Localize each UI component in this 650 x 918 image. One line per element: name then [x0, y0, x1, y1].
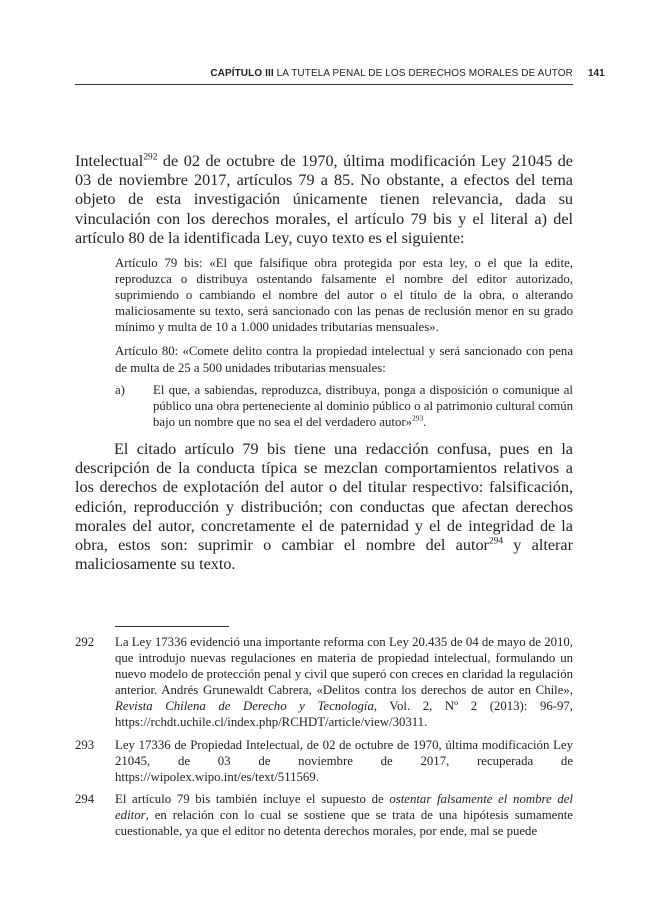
footnote-italic-phrase: ostentar falsamente el nombre del editor — [115, 791, 573, 822]
footnote-ref-294[interactable]: 294 — [488, 536, 503, 547]
footnote-294 — [75, 791, 573, 839]
paragraph-2 — [75, 440, 573, 574]
footnote-separator — [115, 626, 229, 627]
list-item-text — [153, 382, 573, 430]
list-item — [115, 382, 573, 430]
list-item-body: El que, a sabiendas, reproduzca, distribuya, ponga a disposición o comunique al público una obra perteneciente al dominio público o al patrimonio cultural común bajo un nombre que no sea el del verdadero autor» — [153, 382, 573, 429]
list-marker: a) — [115, 382, 125, 397]
chapter-title: LA TUTELA PENAL DE LOS DERECHOS MORALES DE AUTOR — [276, 68, 573, 79]
paragraph-1-text-a: Intelectual — [75, 152, 144, 170]
footnote-text-a: La Ley 17336 evidenció una importante reforma con Ley 20.435 de 04 de mayo de 2010, que introdujo nuevas regulaciones en materia de propiedad intelectual, formulando un nuevo modelo de protección penal y civil que superó con creces en claridad la regulación anterior. Andrés Grunewaldt Cabrera, «Delitos contra los derechos de autor en Chile», — [115, 635, 573, 698]
running-header — [75, 68, 573, 85]
footnote-ref-293[interactable]: 293 — [412, 413, 424, 423]
paragraph-2-text-b: y alterar maliciosamente su texto. — [75, 535, 573, 574]
page-number: 141 — [588, 68, 605, 79]
footnote-text — [115, 791, 573, 839]
footnote-text-a: El artículo 79 bis también incluye el supuesto de — [115, 791, 390, 806]
footnote-293 — [75, 737, 573, 785]
paragraph-2-text-a: El citado artículo 79 bis tiene una redacción confusa, pues en la descripción de la conducta típica se mezclan comportamientos relativos a los derechos de explotación del autor o del titular respectivo: falsificación, edición, reproducción y distribución; con conductas que afectan derechos morales del autor, concretamente el de paternidad y el de integridad de la obra, estos son: suprimir o cambiar el nombre del autor — [75, 439, 573, 554]
footnote-292 — [75, 634, 573, 731]
footnote-number: 292 — [75, 635, 95, 649]
chapter-label: CAPÍTULO III — [210, 68, 274, 79]
paragraph-1 — [75, 152, 573, 248]
footnote-number: 293 — [75, 737, 95, 752]
paragraph-1-text-b: de 02 de octubre de 1970, última modificación Ley 21045 de 03 de noviembre 2017, artículos 79 a 85. No obstante, a efectos del tema objeto de esta investigación únicamente tienen relevancia, dada su vinculación con los derechos morales, el artículo 79 bis y el literal a) del artículo 80 de la identificada Ley, cuyo texto es el siguiente: — [75, 152, 573, 247]
footnote-text-b: , Vol. 2, Nº 2 (2013): 96-97, https://rchdt.uchile.cl/index.php/RCHDT/article/view/30311. — [115, 699, 574, 730]
footnote-text — [115, 634, 573, 731]
block-quote-article-79-bis: Artículo 79 bis: «El que falsifique obra protegida por esta ley, o el que la edite, reproduzca o distribuya ostentando falsamente el nombre del editor autorizado, suprimiendo o cambiando el nombre del autor o el título de la obra, o alterando maliciosamente su texto, será sancionado con las penas de reclusión menor en su grado mínimo y multa de 10 a 1.000 unidades tributarias mensuales». — [115, 256, 573, 335]
footnote-text-b: , en relación con lo cual se sostiene que se trata de una hipótesis sumamente cuestionable, ya que el editor no detenta derechos morales, por ende, mal se puede — [115, 807, 573, 839]
footnotes — [75, 634, 573, 839]
block-quote-article-80: Artículo 80: «Comete delito contra la propiedad intelectual y será sancionado con pena de multa de 25 a 500 unidades tributarias mensuales: — [115, 344, 573, 375]
main-text — [75, 152, 573, 574]
journal-title: Revista Chilena de Derecho y Tecnología — [115, 699, 374, 714]
footnote-ref-292[interactable]: 292 — [143, 152, 158, 163]
footnote-text: Ley 17336 de Propiedad Intelectual, de 02 de octubre de 1970, última modificación Ley 21045, de 03 de noviembre de 2017, recuperada de https://wipolex.wipo.int/es/text/511569. — [115, 737, 573, 784]
list-item-end: . — [423, 414, 427, 429]
footnote-number: 294 — [75, 791, 95, 806]
